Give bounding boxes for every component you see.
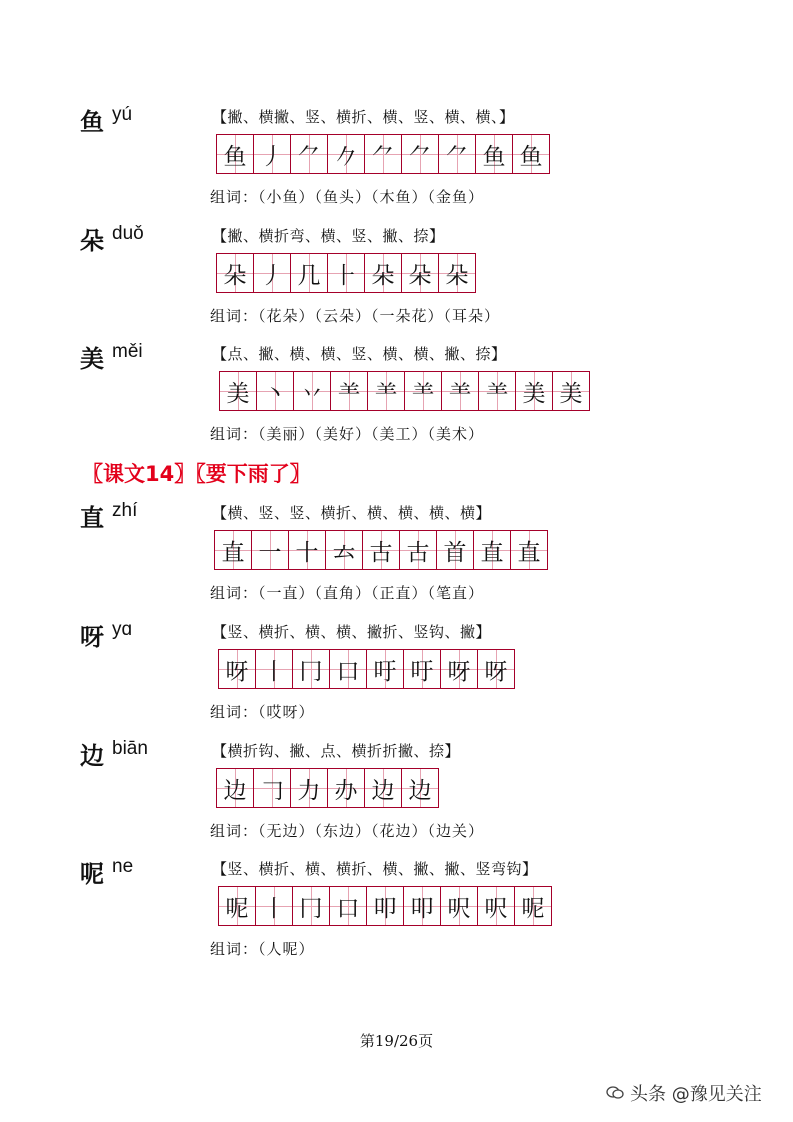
word-group: 组词：（一直）（直角）（正直）（笔直） [210, 584, 485, 602]
word-group: 组词：（人呢） [210, 940, 315, 958]
grid-cell: ⺈ [365, 135, 402, 173]
grid-cell: 𠂊 [328, 135, 365, 173]
stroke-grid [218, 649, 515, 689]
pinyin: ne [112, 856, 134, 877]
grid-cell: 丨 [256, 887, 293, 925]
grid-cell: 鱼 [513, 135, 549, 173]
grid-cell: ⺈ [402, 135, 439, 173]
character: 直 [80, 504, 104, 532]
pinyin: biān [112, 738, 148, 759]
grid-cell: 朵 [217, 254, 254, 292]
grid-cell: 呀 [219, 650, 256, 688]
grid-cell: 呎 [441, 887, 478, 925]
grid-cell: 口 [330, 887, 367, 925]
grid-cell: 丨 [256, 650, 293, 688]
word-group: 组词：（美丽）（美好）（美工）（美术） [210, 425, 485, 443]
grid-cell: 叩 [404, 887, 441, 925]
stroke-order: 【竖、横折、横、横折、横、撇、撇、竖弯钩】 [212, 860, 538, 878]
grid-cell: 叩 [367, 887, 404, 925]
grid-cell: 𠫓 [326, 531, 363, 569]
grid-cell: 力 [291, 769, 328, 807]
grid-cell: ⺷ [405, 372, 442, 410]
stroke-grid [214, 530, 548, 570]
grid-cell: ⺈ [291, 135, 328, 173]
entry-ne [0, 858, 793, 973]
word-group: 组词：（无边）（东边）（花边）（边关） [210, 822, 485, 840]
grid-cell: ⺊ [328, 254, 365, 292]
grid-cell: 边 [217, 769, 254, 807]
grid-cell: 呢 [515, 887, 551, 925]
stroke-order: 【横折钩、撇、点、横折折撇、捺】 [212, 742, 461, 760]
entry-zhi [0, 502, 793, 617]
grid-cell: ⺈ [439, 135, 476, 173]
character: 呢 [80, 860, 104, 888]
entry-bian [0, 740, 793, 855]
pinyin: duǒ [112, 223, 144, 244]
grid-cell: 直 [511, 531, 547, 569]
stroke-grid [218, 886, 552, 926]
grid-cell: ⺷ [331, 372, 368, 410]
grid-cell: 丿 [254, 254, 291, 292]
grid-cell: 边 [402, 769, 438, 807]
stroke-order: 【撇、横折弯、横、竖、撇、捺】 [212, 227, 445, 245]
character: 鱼 [80, 108, 104, 136]
grid-cell: 美 [553, 372, 589, 410]
grid-cell: 十 [289, 531, 326, 569]
grid-cell: 朵 [402, 254, 439, 292]
entry-duo [0, 225, 793, 340]
grid-cell: 美 [516, 372, 553, 410]
chat-bubble-icon [606, 1086, 624, 1100]
pinyin: měi [112, 341, 143, 362]
grid-cell: 口 [330, 650, 367, 688]
grid-cell: 吁 [404, 650, 441, 688]
grid-cell: ⺷ [442, 372, 479, 410]
word-group: 组词：（小鱼）（鱼头）（木鱼）（金鱼） [210, 188, 485, 206]
character: 美 [80, 345, 104, 373]
grid-cell: 冂 [293, 650, 330, 688]
grid-cell: 呢 [219, 887, 256, 925]
entry-yu [0, 106, 793, 221]
grid-cell: 吁 [367, 650, 404, 688]
word-group: 组词：（哎呀） [210, 703, 315, 721]
stroke-order: 【横、竖、竖、横折、横、横、横、横】 [212, 504, 492, 522]
page-number: 第19/26页 [359, 1032, 434, 1050]
grid-cell: 办 [328, 769, 365, 807]
grid-cell: ⺷ [479, 372, 516, 410]
grid-cell: 冂 [293, 887, 330, 925]
word-group: 组词：（花朵）（云朵）（一朵花）（耳朵） [210, 307, 501, 325]
stroke-grid [216, 253, 476, 293]
entry-ya [0, 621, 793, 736]
stroke-order: 【点、撇、横、横、竖、横、横、撇、捺】 [212, 345, 507, 363]
grid-cell: 朵 [365, 254, 402, 292]
character: 边 [80, 742, 104, 770]
character: 朵 [80, 227, 104, 255]
stroke-grid [219, 371, 590, 411]
stroke-grid [216, 768, 439, 808]
grid-cell: 丶 [257, 372, 294, 410]
grid-cell: ⺷ [368, 372, 405, 410]
watermark-text: 头条 @豫见关注 [630, 1084, 762, 1105]
grid-cell: 丷 [294, 372, 331, 410]
stroke-order: 【竖、横折、横、横、撇折、竖钩、撇】 [212, 623, 492, 641]
grid-cell: 呎 [478, 887, 515, 925]
grid-cell: 直 [215, 531, 252, 569]
grid-cell: 几 [291, 254, 328, 292]
grid-cell: 古 [363, 531, 400, 569]
grid-cell: 鱼 [217, 135, 254, 173]
stroke-grid [216, 134, 550, 174]
grid-cell: 呀 [478, 650, 514, 688]
grid-cell: 美 [220, 372, 257, 410]
character: 呀 [80, 623, 104, 651]
lesson-header: 〖课文14〗〖要下雨了〗 [82, 462, 311, 486]
grid-cell: 𠃌 [254, 769, 291, 807]
grid-cell: 鱼 [476, 135, 513, 173]
grid-cell: 朵 [439, 254, 475, 292]
grid-cell: 呀 [441, 650, 478, 688]
pinyin: yɑ [112, 619, 133, 640]
watermark [606, 1080, 762, 1106]
pinyin: yú [112, 104, 133, 125]
grid-cell: 古 [400, 531, 437, 569]
grid-cell: 直 [474, 531, 511, 569]
entry-mei [0, 343, 793, 458]
grid-cell: 首 [437, 531, 474, 569]
grid-cell: 丿 [254, 135, 291, 173]
grid-cell: 边 [365, 769, 402, 807]
grid-cell: 一 [252, 531, 289, 569]
pinyin: zhí [112, 500, 138, 521]
stroke-order: 【撇、横撇、竖、横折、横、竖、横、横、】 [212, 108, 515, 126]
